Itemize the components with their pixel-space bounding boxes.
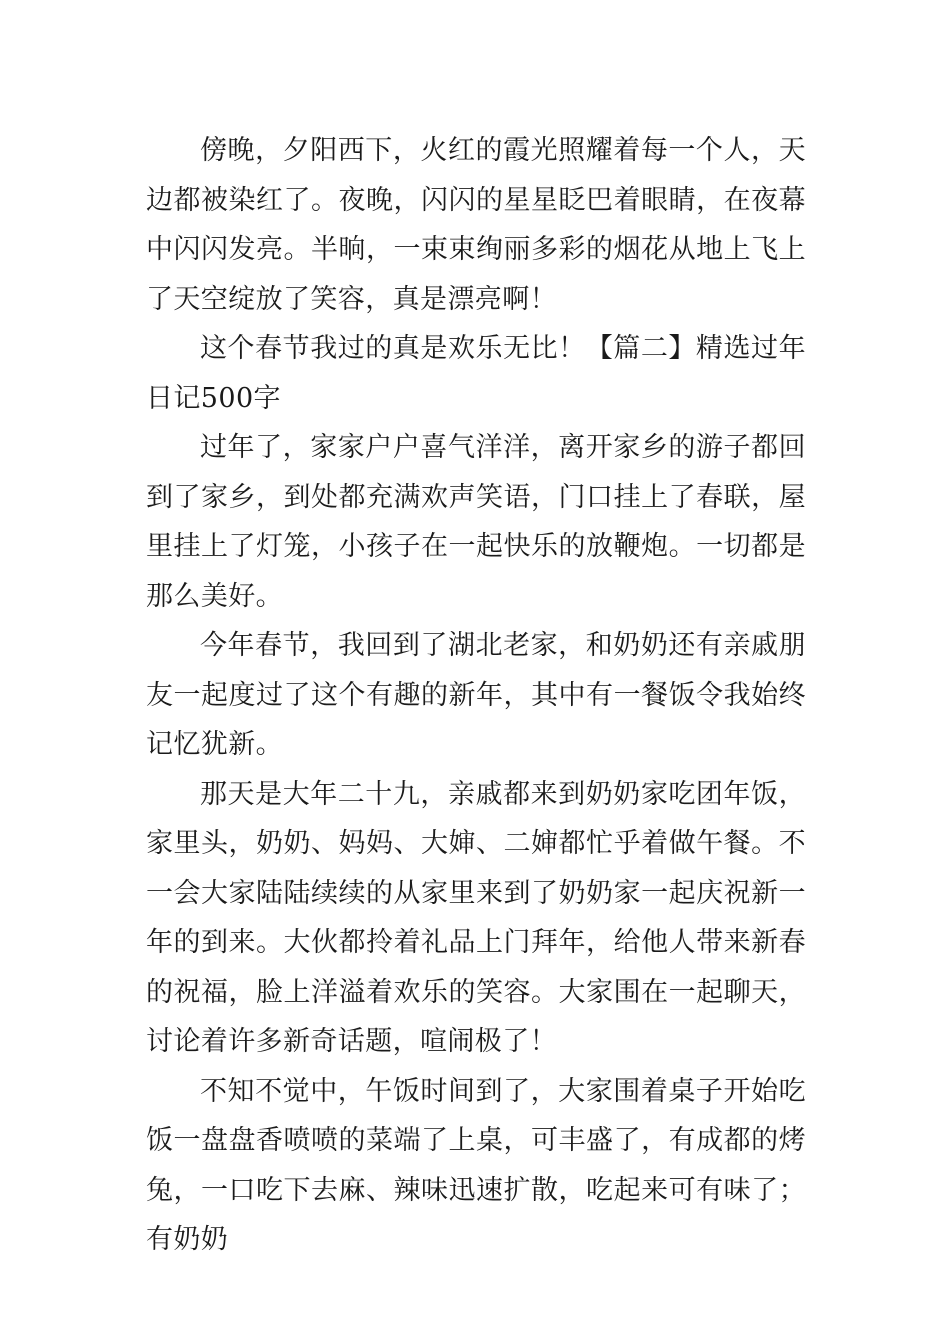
paragraph-new-year: 过年了，家家户户喜气洋洋，离开家乡的游子都回到了家乡，到处都充满欢声笑语，门口挂上了春联，屋里挂上了灯笼，小孩子在一起快乐的放鞭炮。一切都是那么美好。 (146, 432, 806, 612)
document-body (146, 126, 806, 1265)
paragraph-sunset: 傍晚，夕阳西下，火红的霞光照耀着每一个人，天边都被染红了。夜晚，闪闪的星星眨巴着眼睛，在夜幕中闪闪发亮。半晌，一束束绚丽多彩的烟花从地上飞上了天空绽放了笑容，真是漂亮啊！ (146, 135, 806, 315)
paragraph-section-two-heading: 这个春节我过的真是欢乐无比！【篇二】精选过年日记500字 (146, 333, 806, 414)
paragraph-hometown: 今年春节，我回到了湖北老家，和奶奶还有亲戚朋友一起度过了这个有趣的新年，其中有一餐饭令我始终记忆犹新。 (146, 630, 806, 760)
paragraph-reunion-dinner: 那天是大年二十九，亲戚都来到奶奶家吃团年饭，家里头，奶奶、妈妈、大婶、二婶都忙乎着做午餐。不一会大家陆陆续续的从家里来到了奶奶家一起庆祝新一年的到来。大伙都拎着礼品上门拜年，给他人带来新春的祝福，脸上洋溢着欢乐的笑容。大家围在一起聊天，讨论着许多新奇话题，喧闹极了！ (146, 778, 806, 1057)
paragraph-lunch: 不知不觉中，午饭时间到了，大家围着桌子开始吃饭一盘盘香喷喷的菜端了上桌，可丰盛了，有成都的烤兔，一口吃下去麻、辣味迅速扩散，吃起来可有味了；有奶奶 (146, 1075, 806, 1255)
